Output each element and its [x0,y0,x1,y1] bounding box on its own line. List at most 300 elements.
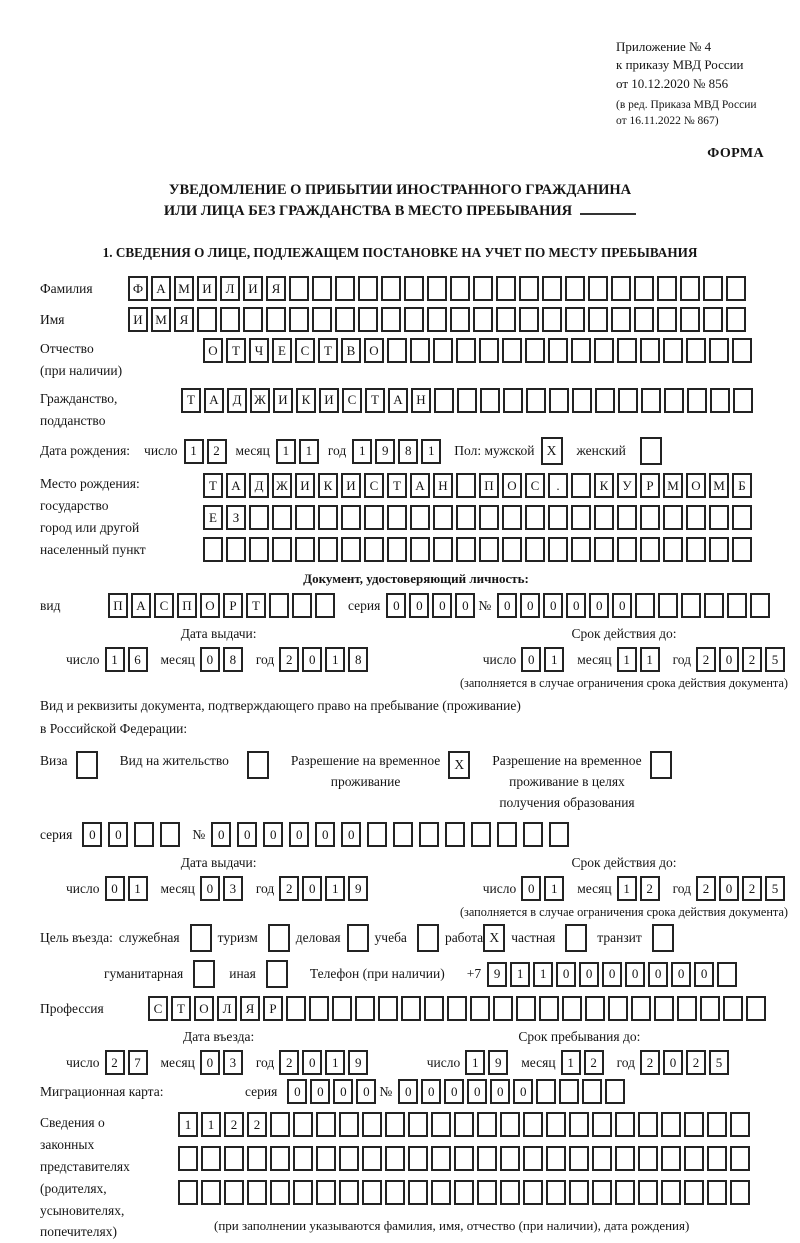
char-cell[interactable]: Ж [272,473,292,498]
char-cell[interactable] [419,822,439,847]
char-cell[interactable] [746,996,766,1021]
valid-day-input[interactable] [521,647,567,672]
char-cell[interactable]: 9 [375,439,395,464]
char-cell[interactable] [707,1146,727,1171]
char-cell[interactable] [640,338,660,363]
char-cell[interactable]: 1 [184,439,204,464]
char-cell[interactable] [431,1180,451,1205]
char-cell[interactable]: 0 [302,1050,322,1075]
char-cell[interactable]: С [525,473,545,498]
surname-input[interactable] [128,276,749,301]
char-cell[interactable]: 7 [128,1050,148,1075]
char-cell[interactable]: П [177,593,197,618]
char-cell[interactable] [726,276,746,301]
phone-input[interactable] [487,962,740,987]
char-cell[interactable]: 0 [386,593,406,618]
char-cell[interactable] [585,996,605,1021]
char-cell[interactable]: З [226,505,246,530]
char-cell[interactable] [269,593,289,618]
sex-female-checkbox[interactable] [640,437,662,465]
char-cell[interactable]: 8 [398,439,418,464]
char-cell[interactable] [408,1112,428,1137]
char-cell[interactable]: 0 [237,822,257,847]
char-cell[interactable] [134,822,154,847]
char-cell[interactable] [559,1079,579,1104]
char-cell[interactable] [454,1180,474,1205]
char-cell[interactable] [339,1146,359,1171]
char-cell[interactable] [502,537,522,562]
purpose-study-checkbox[interactable] [417,924,439,952]
char-cell[interactable] [387,537,407,562]
char-cell[interactable] [378,996,398,1021]
char-cell[interactable] [312,276,332,301]
char-cell[interactable] [473,307,493,332]
char-cell[interactable]: 2 [279,876,299,901]
char-cell[interactable]: 0 [444,1079,464,1104]
char-cell[interactable]: О [203,338,223,363]
residence-issue-month-input[interactable] [200,876,246,901]
char-cell[interactable] [362,1180,382,1205]
char-cell[interactable]: 1 [352,439,372,464]
char-cell[interactable] [571,338,591,363]
char-cell[interactable] [539,996,559,1021]
char-cell[interactable] [605,1079,625,1104]
char-cell[interactable] [450,307,470,332]
char-cell[interactable] [270,1112,290,1137]
residence-issue-year-input[interactable] [279,876,371,901]
char-cell[interactable]: И [295,473,315,498]
char-cell[interactable] [456,338,476,363]
citizenship-input[interactable] [181,388,756,413]
char-cell[interactable] [456,505,476,530]
entry-month-input[interactable] [200,1050,246,1075]
char-cell[interactable] [732,338,752,363]
char-cell[interactable] [470,996,490,1021]
char-cell[interactable] [588,276,608,301]
char-cell[interactable] [477,1180,497,1205]
char-cell[interactable]: 0 [694,962,714,987]
char-cell[interactable]: 1 [325,1050,345,1075]
char-cell[interactable] [615,1146,635,1171]
char-cell[interactable] [548,505,568,530]
char-cell[interactable]: 1 [105,647,125,672]
char-cell[interactable] [496,307,516,332]
char-cell[interactable] [410,537,430,562]
char-cell[interactable] [588,307,608,332]
char-cell[interactable] [661,1146,681,1171]
char-cell[interactable] [289,307,309,332]
char-cell[interactable]: И [128,307,148,332]
char-cell[interactable] [519,307,539,332]
char-cell[interactable] [385,1112,405,1137]
char-cell[interactable] [617,338,637,363]
char-cell[interactable]: 1 [617,876,637,901]
char-cell[interactable]: К [318,473,338,498]
char-cell[interactable] [295,537,315,562]
char-cell[interactable]: 8 [223,647,243,672]
char-cell[interactable]: 0 [663,1050,683,1075]
char-cell[interactable]: 0 [289,822,309,847]
char-cell[interactable]: 1 [421,439,441,464]
char-cell[interactable] [703,307,723,332]
char-cell[interactable]: . [548,473,568,498]
char-cell[interactable] [434,388,454,413]
char-cell[interactable]: 5 [709,1050,729,1075]
char-cell[interactable] [293,1112,313,1137]
char-cell[interactable]: И [197,276,217,301]
char-cell[interactable]: 1 [201,1112,221,1137]
char-cell[interactable]: У [617,473,637,498]
char-cell[interactable]: 2 [696,876,716,901]
char-cell[interactable]: 0 [200,647,220,672]
char-cell[interactable] [480,388,500,413]
migration-series-input[interactable] [287,1079,379,1104]
char-cell[interactable] [549,388,569,413]
char-cell[interactable] [293,1180,313,1205]
char-cell[interactable]: 0 [589,593,609,618]
char-cell[interactable] [427,276,447,301]
char-cell[interactable] [611,276,631,301]
char-cell[interactable] [582,1079,602,1104]
char-cell[interactable] [381,276,401,301]
char-cell[interactable] [684,1112,704,1137]
char-cell[interactable]: 0 [409,593,429,618]
residence-valid-month-input[interactable] [617,876,663,901]
char-cell[interactable] [197,307,217,332]
purpose-business-checkbox[interactable] [347,924,369,952]
char-cell[interactable]: Ф [128,276,148,301]
char-cell[interactable]: 0 [490,1079,510,1104]
purpose-work-checkbox[interactable]: X [483,924,505,952]
char-cell[interactable]: 0 [315,822,335,847]
char-cell[interactable] [203,537,223,562]
char-cell[interactable] [404,276,424,301]
char-cell[interactable] [638,1146,658,1171]
char-cell[interactable]: М [709,473,729,498]
char-cell[interactable] [335,276,355,301]
char-cell[interactable] [226,537,246,562]
char-cell[interactable]: С [154,593,174,618]
char-cell[interactable]: 1 [178,1112,198,1137]
char-cell[interactable] [385,1180,405,1205]
char-cell[interactable] [526,388,546,413]
char-cell[interactable] [201,1146,221,1171]
char-cell[interactable] [387,338,407,363]
char-cell[interactable] [717,962,737,987]
char-cell[interactable]: А [410,473,430,498]
char-cell[interactable]: 1 [465,1050,485,1075]
char-cell[interactable]: 3 [223,876,243,901]
char-cell[interactable] [548,338,568,363]
char-cell[interactable]: 1 [299,439,319,464]
char-cell[interactable] [178,1180,198,1205]
char-cell[interactable]: О [364,338,384,363]
char-cell[interactable] [611,307,631,332]
char-cell[interactable] [681,593,701,618]
char-cell[interactable] [292,593,312,618]
char-cell[interactable] [536,1079,556,1104]
char-cell[interactable] [595,388,615,413]
char-cell[interactable] [433,537,453,562]
char-cell[interactable] [634,276,654,301]
char-cell[interactable] [502,338,522,363]
char-cell[interactable]: Ч [249,338,269,363]
char-cell[interactable]: 0 [543,593,563,618]
firstname-input[interactable] [128,307,749,332]
char-cell[interactable] [634,307,654,332]
char-cell[interactable]: Л [217,996,237,1021]
char-cell[interactable]: С [342,388,362,413]
char-cell[interactable]: 0 [467,1079,487,1104]
char-cell[interactable]: 0 [398,1079,418,1104]
char-cell[interactable]: 2 [105,1050,125,1075]
char-cell[interactable]: 1 [325,647,345,672]
char-cell[interactable] [562,996,582,1021]
char-cell[interactable]: 0 [455,593,475,618]
char-cell[interactable] [358,307,378,332]
char-cell[interactable]: 2 [207,439,227,464]
char-cell[interactable]: О [686,473,706,498]
char-cell[interactable] [569,1112,589,1137]
valid-month-input[interactable] [617,647,663,672]
char-cell[interactable] [542,276,562,301]
char-cell[interactable] [686,505,706,530]
char-cell[interactable] [684,1180,704,1205]
char-cell[interactable] [661,1112,681,1137]
char-cell[interactable] [525,505,545,530]
char-cell[interactable] [707,1180,727,1205]
char-cell[interactable]: А [388,388,408,413]
char-cell[interactable] [471,822,491,847]
char-cell[interactable] [730,1146,750,1171]
char-cell[interactable]: В [341,338,361,363]
char-cell[interactable] [571,473,591,498]
char-cell[interactable]: 0 [497,593,517,618]
char-cell[interactable] [341,537,361,562]
char-cell[interactable] [572,388,592,413]
char-cell[interactable] [525,537,545,562]
char-cell[interactable] [516,996,536,1021]
char-cell[interactable] [387,505,407,530]
char-cell[interactable]: 0 [520,593,540,618]
char-cell[interactable]: 0 [432,593,452,618]
char-cell[interactable]: 2 [640,876,660,901]
representatives-input-row1[interactable] [178,1112,753,1137]
char-cell[interactable] [447,996,467,1021]
char-cell[interactable]: К [296,388,316,413]
char-cell[interactable]: Н [433,473,453,498]
char-cell[interactable] [249,505,269,530]
char-cell[interactable]: Е [272,338,292,363]
char-cell[interactable]: 0 [602,962,622,987]
char-cell[interactable]: 0 [556,962,576,987]
char-cell[interactable]: П [479,473,499,498]
char-cell[interactable]: Я [174,307,194,332]
char-cell[interactable] [569,1180,589,1205]
char-cell[interactable]: 0 [719,876,739,901]
char-cell[interactable] [316,1180,336,1205]
char-cell[interactable] [663,505,683,530]
birth-day-input[interactable] [184,439,230,464]
char-cell[interactable] [457,388,477,413]
birth-place-input-row3[interactable] [203,537,755,562]
char-cell[interactable]: 0 [105,876,125,901]
char-cell[interactable] [286,996,306,1021]
char-cell[interactable]: А [151,276,171,301]
char-cell[interactable] [247,1146,267,1171]
doc-series-input[interactable] [386,593,478,618]
char-cell[interactable]: 9 [348,1050,368,1075]
char-cell[interactable] [594,338,614,363]
char-cell[interactable] [381,307,401,332]
char-cell[interactable] [341,505,361,530]
char-cell[interactable]: 2 [584,1050,604,1075]
char-cell[interactable]: Т [365,388,385,413]
char-cell[interactable]: Т [181,388,201,413]
char-cell[interactable] [385,1146,405,1171]
char-cell[interactable] [497,822,517,847]
char-cell[interactable] [565,276,585,301]
char-cell[interactable] [709,537,729,562]
char-cell[interactable] [358,276,378,301]
char-cell[interactable] [316,1146,336,1171]
char-cell[interactable] [500,1112,520,1137]
char-cell[interactable]: 0 [513,1079,533,1104]
char-cell[interactable] [723,996,743,1021]
char-cell[interactable]: 0 [356,1079,376,1104]
char-cell[interactable] [680,307,700,332]
char-cell[interactable]: 9 [488,1050,508,1075]
char-cell[interactable]: 0 [579,962,599,987]
char-cell[interactable] [635,593,655,618]
birth-place-input-row2[interactable] [203,505,755,530]
char-cell[interactable] [408,1146,428,1171]
char-cell[interactable] [546,1112,566,1137]
purpose-tourism-checkbox[interactable] [268,924,290,952]
char-cell[interactable] [546,1180,566,1205]
temp-residence-checkbox[interactable]: X [448,751,470,779]
char-cell[interactable]: О [200,593,220,618]
char-cell[interactable]: 0 [333,1079,353,1104]
char-cell[interactable] [732,537,752,562]
char-cell[interactable]: 0 [200,1050,220,1075]
char-cell[interactable] [680,276,700,301]
char-cell[interactable]: К [594,473,614,498]
char-cell[interactable] [657,307,677,332]
char-cell[interactable] [362,1112,382,1137]
char-cell[interactable] [686,537,706,562]
char-cell[interactable] [618,388,638,413]
char-cell[interactable] [293,1146,313,1171]
char-cell[interactable] [525,338,545,363]
char-cell[interactable] [335,307,355,332]
char-cell[interactable]: 1 [276,439,296,464]
char-cell[interactable]: 1 [561,1050,581,1075]
char-cell[interactable]: 0 [566,593,586,618]
char-cell[interactable] [272,505,292,530]
char-cell[interactable] [431,1112,451,1137]
char-cell[interactable]: 0 [421,1079,441,1104]
char-cell[interactable] [709,505,729,530]
char-cell[interactable] [661,1180,681,1205]
char-cell[interactable]: Т [246,593,266,618]
char-cell[interactable]: 1 [640,647,660,672]
char-cell[interactable] [641,388,661,413]
char-cell[interactable]: И [319,388,339,413]
char-cell[interactable] [270,1146,290,1171]
char-cell[interactable]: С [148,996,168,1021]
char-cell[interactable] [523,1146,543,1171]
char-cell[interactable]: Я [240,996,260,1021]
issue-month-input[interactable] [200,647,246,672]
char-cell[interactable]: 6 [128,647,148,672]
char-cell[interactable]: М [663,473,683,498]
char-cell[interactable] [546,1146,566,1171]
char-cell[interactable] [318,505,338,530]
char-cell[interactable] [332,996,352,1021]
char-cell[interactable]: 0 [200,876,220,901]
char-cell[interactable]: 2 [742,647,762,672]
char-cell[interactable]: 9 [487,962,507,987]
char-cell[interactable] [571,537,591,562]
char-cell[interactable] [500,1180,520,1205]
char-cell[interactable]: П [108,593,128,618]
char-cell[interactable] [315,593,335,618]
char-cell[interactable] [355,996,375,1021]
char-cell[interactable] [473,276,493,301]
char-cell[interactable]: 2 [224,1112,244,1137]
char-cell[interactable]: Р [223,593,243,618]
doc-number-input[interactable] [497,593,773,618]
char-cell[interactable] [362,1146,382,1171]
char-cell[interactable] [500,1146,520,1171]
patronymic-input[interactable] [203,338,755,363]
char-cell[interactable]: Н [411,388,431,413]
char-cell[interactable]: 0 [82,822,102,847]
doc-kind-input[interactable] [108,593,338,618]
char-cell[interactable]: 0 [211,822,231,847]
char-cell[interactable]: 2 [640,1050,660,1075]
char-cell[interactable] [479,338,499,363]
purpose-other-checkbox[interactable] [266,960,288,988]
profession-input[interactable] [148,996,769,1021]
char-cell[interactable]: 1 [544,876,564,901]
char-cell[interactable]: 0 [671,962,691,987]
char-cell[interactable] [686,338,706,363]
char-cell[interactable]: 2 [696,647,716,672]
char-cell[interactable] [523,1112,543,1137]
char-cell[interactable] [493,996,513,1021]
char-cell[interactable]: О [502,473,522,498]
char-cell[interactable]: Т [318,338,338,363]
char-cell[interactable] [309,996,329,1021]
char-cell[interactable] [663,537,683,562]
char-cell[interactable] [615,1180,635,1205]
char-cell[interactable]: М [174,276,194,301]
char-cell[interactable] [707,1112,727,1137]
char-cell[interactable] [479,537,499,562]
residence-valid-year-input[interactable] [696,876,788,901]
char-cell[interactable] [615,1112,635,1137]
char-cell[interactable] [658,593,678,618]
char-cell[interactable]: 3 [223,1050,243,1075]
char-cell[interactable] [408,1180,428,1205]
char-cell[interactable] [312,307,332,332]
char-cell[interactable]: 0 [625,962,645,987]
char-cell[interactable] [523,1180,543,1205]
char-cell[interactable] [569,1146,589,1171]
char-cell[interactable]: 0 [263,822,283,847]
